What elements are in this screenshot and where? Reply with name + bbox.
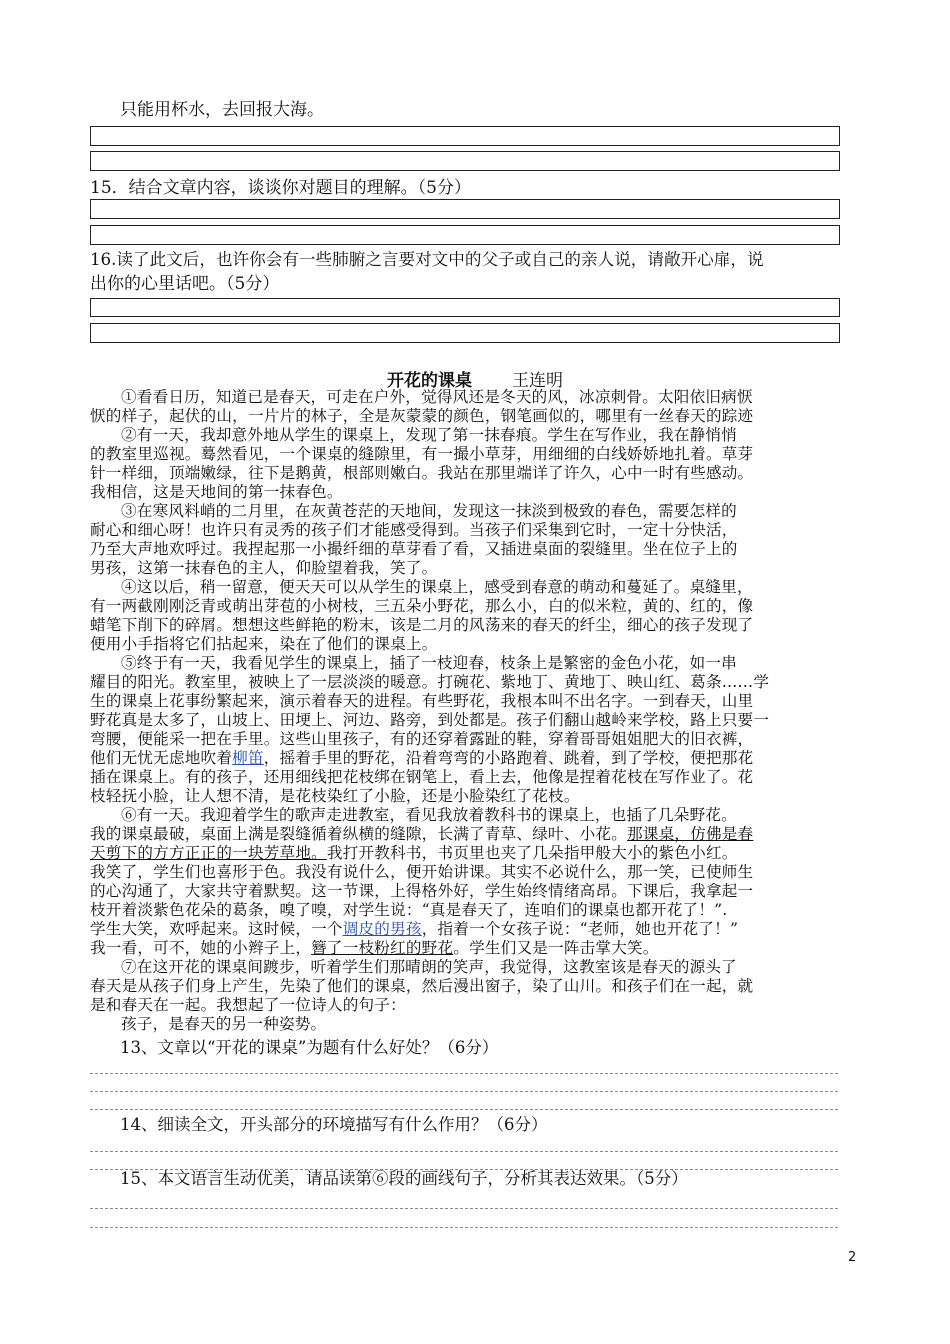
article-line: 生的课桌上花事纷繁起来，演示着春天的进程。有些野花，我根本叫不出名字。一到春天，山里 bbox=[90, 692, 754, 710]
article-line: 蜡笔下削下的碎屑。想想这些鲜艳的粉末，该是二月的风荡来的春天的纤尘，细心的孩子发现了 bbox=[90, 616, 754, 634]
question-15-top: 15．结合文章内容，谈谈你对题目的理解。（5分） bbox=[90, 178, 471, 198]
article-line: 野花真是太多了，山坡上、田埂上、河边、路旁，到处都是。孩子们翻山越岭来学校，路上只要一 bbox=[90, 711, 770, 729]
article-line-underlined: 我的课桌最破，桌面上满是裂缝循着纵横的缝隙，长满了青草、绿叶、小花。那课桌，仿佛是春 bbox=[90, 825, 754, 843]
answer-line[interactable] bbox=[90, 1208, 838, 1209]
answer-box[interactable] bbox=[90, 126, 840, 146]
article-line: 插在课桌上。有的孩子，还用细线把花枝绑在钢笔上，看上去，他像是捏着花枝在写作业了。花 bbox=[90, 768, 754, 786]
underlined-sentence: 那课桌，仿佛是春 bbox=[627, 825, 754, 843]
answer-line[interactable] bbox=[90, 1109, 838, 1110]
page-number: 2 bbox=[848, 1250, 857, 1265]
article-line: 耀目的阳光。教室里，被映上了一层淡淡的暖意。打碗花、紫地丁、黄地丁、映山红、葛条……学 bbox=[90, 673, 770, 691]
answer-box[interactable] bbox=[90, 199, 840, 219]
article-line: 乃至大声地欢呼过。我捏起那一小撮纤细的草芽看了看，又插进桌面的裂缝里。坐在位子上的 bbox=[90, 540, 738, 558]
article-line: 我笑了，学生们也喜形于色。我没有说什么，便开始讲课。其实不必说什么，那一笑，已使师生 bbox=[90, 863, 754, 881]
article-line-underlined: 天剪下的方方正正的一块芳草地。我打开教科书，书页里也夹了几朵指甲般大小的紫色小红。 bbox=[90, 844, 738, 862]
answer-line[interactable] bbox=[90, 1091, 838, 1092]
article-line-with-link: 学生大笑，欢呼起来。这时候，一个调皮的男孩，指着一个女孩子说：“老师，她也开花了！” bbox=[90, 920, 739, 938]
answer-line[interactable] bbox=[90, 1151, 838, 1152]
question-13: 13、文章以“开花的课桌”为题有什么好处？（6分） bbox=[120, 1038, 499, 1057]
answer-box[interactable] bbox=[90, 323, 840, 343]
answer-line[interactable] bbox=[90, 1227, 838, 1228]
question-16-line1: 16.读了此文后，也许你会有一些肺腑之言要对文中的父子或自己的亲人说，请敞开心扉，说 bbox=[90, 250, 764, 269]
article-line: 男孩，这第一抹春色的主人，仰脸望着我，笑了。 bbox=[90, 559, 438, 577]
article-author: 王连明 bbox=[512, 371, 563, 391]
link-naughty-boy[interactable]: 调皮的男孩 bbox=[342, 920, 422, 938]
link-willow-flute[interactable]: 柳笛 bbox=[232, 749, 264, 767]
article-line: 枝开着淡紫色花朵的葛条，嗅了嗅，对学生说：“真是春天了，连咱们的课桌也都开花了！”. bbox=[90, 901, 728, 919]
article-line-with-link: 他们无忧无虑地吹着柳笛，摇着手里的野花，沿着弯弯的小路跑着、跳着，到了学校，便把那花 bbox=[90, 749, 754, 767]
article-line: ⑥有一天。我迎着学生的歌声走进教室，看见我放着教科书的课桌上，也插了几朵野花。 bbox=[121, 806, 737, 824]
article-line-underlined: 我一看，可不，她的小辫子上，簪了一枝粉红的野花。学生们又是一阵击掌大笑。 bbox=[90, 939, 659, 957]
article-line: 弯腰，便能采一把在手里。这些山里孩子，有的还穿着露趾的鞋，穿着哥哥姐姐肥大的旧衣裤， bbox=[90, 730, 754, 748]
article-line: 的教室里巡视。蓦然看见，一个课桌的缝隙里，有一撮小草芽，用细细的白线娇娇地扎着。草芽 bbox=[90, 445, 754, 463]
article-line: ⑤终于有一天，我看见学生的课桌上，插了一枝迎春，枝条上是繁密的金色小花，如一串 bbox=[121, 654, 737, 672]
article-line: 孩子，是春天的另一种姿势。 bbox=[121, 1015, 327, 1033]
article-line: 耐心和细心呀！也许只有灵秀的孩子们才能感受得到。当孩子们采集到它时，一定十分快活， bbox=[90, 521, 738, 539]
answer-box[interactable] bbox=[90, 298, 840, 317]
answer-box[interactable] bbox=[90, 151, 840, 171]
article-body bbox=[90, 388, 860, 1034]
article-line: ①看看日历，知道已是春天，可走在户外，觉得风还是冬天的风，冰凉刺骨。太阳依旧病恹 bbox=[121, 388, 753, 406]
answer-box[interactable] bbox=[90, 225, 840, 245]
verse-line: 只能用杯水，去回报大海。 bbox=[120, 100, 324, 120]
article-line: 我相信，这是天地间的第一抹春色。 bbox=[90, 483, 343, 501]
article-line: 恹的样子，起伏的山，一片片的林子，全是灰蒙蒙的颜色，钢笔画似的，哪里有一丝春天的踪迹 bbox=[90, 407, 754, 425]
article-line: ③在寒风料峭的二月里，在灰黄苍茫的天地间，发现这一抹淡到极致的春色，需要怎样的 bbox=[121, 502, 737, 520]
article-line: 的心沟通了，大家共守着默契。这一节课，上得格外好，学生始终情绪高昂。下课后，我拿起一 bbox=[90, 882, 754, 900]
article-line: 春天是从孩子们身上产生，先染了他们的课桌，然后漫出窗子，染了山川。和孩子们在一起，就 bbox=[90, 977, 754, 995]
underlined-phrase: 簪了一枝粉红的野花 bbox=[311, 939, 454, 957]
article-line: 有一两截刚刚泛青或萌出芽苞的小树枝，三五朵小野花，那么小，白的似米粒，黄的、红的，像 bbox=[90, 597, 754, 615]
answer-line[interactable] bbox=[90, 1073, 838, 1074]
question-16-line2: 出你的心里话吧。（5分） bbox=[90, 274, 280, 294]
article-line: ②有一天，我却意外地从学生的课桌上，发现了第一抹春痕。学生在写作业，我在静悄悄 bbox=[121, 426, 737, 444]
underlined-sentence: 天剪下的方方正正的一块芳草地。 bbox=[90, 844, 327, 862]
article-line: 便用小手指将它们拈起来，染在了他们的课桌上。 bbox=[90, 635, 438, 653]
article-line: ④这以后，稍一留意，便天天可以从学生的课桌上，感受到春意的萌动和蔓延了。桌缝里， bbox=[121, 578, 753, 596]
question-14: 14、细读全文，开头部分的环境描写有什么作用？（6分） bbox=[120, 1115, 548, 1134]
article-line: ⑦在这开花的课桌间踱步，听着学生们那晴朗的笑声，我觉得，这教室该是春天的源头了 bbox=[121, 958, 737, 976]
question-15: 15、本文语言生动优美，请品读第⑥段的画线句子，分析其表达效果。（5分） bbox=[120, 1169, 688, 1188]
article-line: 是和春天在一起。我想起了一位诗人的句子： bbox=[90, 996, 406, 1014]
article-line: 枝轻抚小脸，让人想不清，是花枝染红了小脸，还是小脸染红了花枝。 bbox=[90, 787, 580, 805]
article-title: 开花的课桌 bbox=[387, 371, 472, 391]
article-line: 针一样细，顶端嫩绿，往下是鹅黄，根部则嫩白。我站在那里端详了许久，心中一时有些感动。 bbox=[90, 464, 754, 482]
